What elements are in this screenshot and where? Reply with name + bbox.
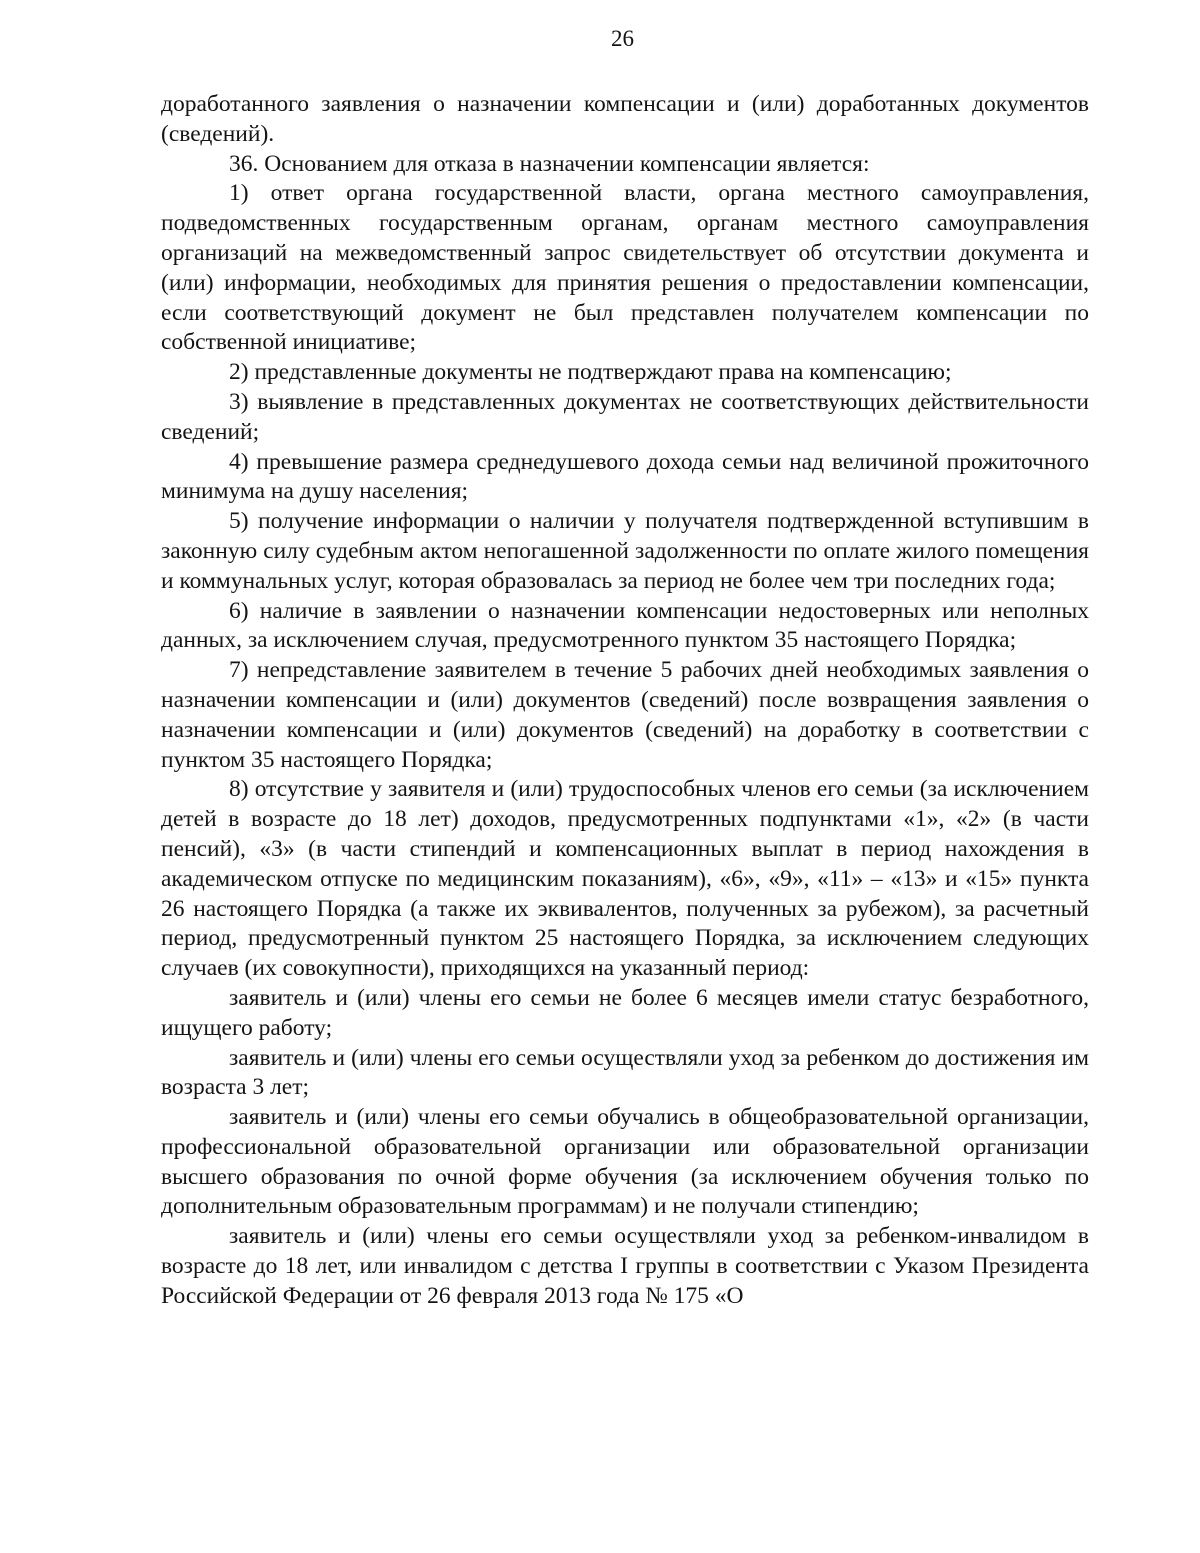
paragraph-subitem-2: 2) представленные документы не подтверждают права на компенсацию; bbox=[229, 359, 952, 386]
paragraph-continuation: доработанного заявления о назначении компенсации и (или) доработанных документов (сведений). bbox=[161, 91, 1089, 147]
document-body bbox=[161, 90, 1089, 1312]
paragraph-item-36-heading: 36. Основанием для отказа в назначении компенсации является: bbox=[229, 150, 870, 177]
paragraph-subitem-1: 1) ответ органа государственной власти, органа местного самоуправления, подведомственных государственным органам, органам местного самоуправления организаций на межведомственный запрос свидетельствует об отсутствии документа и (или) информации, необходимых для принятия решения о предоставлении компенсации, если соответствующий документ не был представлен получателем компенсации по собственной инициативе; bbox=[161, 180, 1089, 356]
paragraph-subitem-4: 4) превышение размера среднедушевого дохода семьи над величиной прожиточного минимума на душу населения; bbox=[161, 448, 1089, 505]
paragraph-subitem-8: 8) отсутствие у заявителя и (или) трудоспособных членов его семьи (за исключением детей в возрасте до 18 лет) доходов, предусмотренных подпунктами «1», «2» (в части пенсий), «3» (в части стипендий и компенсационных выплат в период нахождения в академическом отпуске по медицинским показаниям), «6», «9», «11» – «13» и «15» пункта 26 настоящего Порядка (а также их эквивалентов, полученных за рубежом), за расчетный период, предусмотренный пунктом 25 настоящего Порядка, за исключением следующих случаев (их совокупности), приходящихся на указанный период: bbox=[161, 776, 1089, 982]
paragraph-exception-childcare: заявитель и (или) члены его семьи осуществляли уход за ребенком до достижения им возраста 3 лет; bbox=[161, 1044, 1089, 1101]
paragraph-subitem-6: 6) наличие в заявлении о назначении компенсации недостоверных или неполных данных, за исключением случая, предусмотренного пунктом 35 настоящего Порядка; bbox=[161, 597, 1089, 654]
paragraph-subitem-5: 5) получение информации о наличии у получателя подтвержденной вступившим в законную силу судебным актом непогашенной задолженности по оплате жилого помещения и коммунальных услуг, которая образовалась за период не более чем три последних года; bbox=[161, 508, 1089, 594]
paragraph-exception-disabled-care: заявитель и (или) члены его семьи осуществляли уход за ребенком-инвалидом в возрасте до 18 лет, или инвалидом с детства I группы в соответствии с Указом Президента Российской Федерации от 26 февраля 2013 года № 175 «О bbox=[161, 1223, 1089, 1309]
paragraph-exception-education: заявитель и (или) члены его семьи обучались в общеобразовательной организации, профессиональной образовательной организации или образовательной организации высшего образования по очной форме обучения (за исключением обучения только по дополнительным образовательным программам) и не получали стипендию; bbox=[161, 1104, 1089, 1220]
paragraph-exception-unemployed: заявитель и (или) члены его семьи не более 6 месяцев имели статус безработного, ищущего работу; bbox=[161, 984, 1089, 1041]
paragraph-subitem-3: 3) выявление в представленных документах не соответствующих действительности сведений; bbox=[161, 388, 1089, 445]
page-number: 26 bbox=[611, 26, 634, 51]
paragraph-subitem-7: 7) непредставление заявителем в течение 5 рабочих дней необходимых заявления о назначении компенсации и (или) документов (сведений) после возвращения заявления о назначении компенсации и (или) документов (сведений) на доработку в соответствии с пунктом 35 настоящего Порядка; bbox=[161, 657, 1089, 773]
